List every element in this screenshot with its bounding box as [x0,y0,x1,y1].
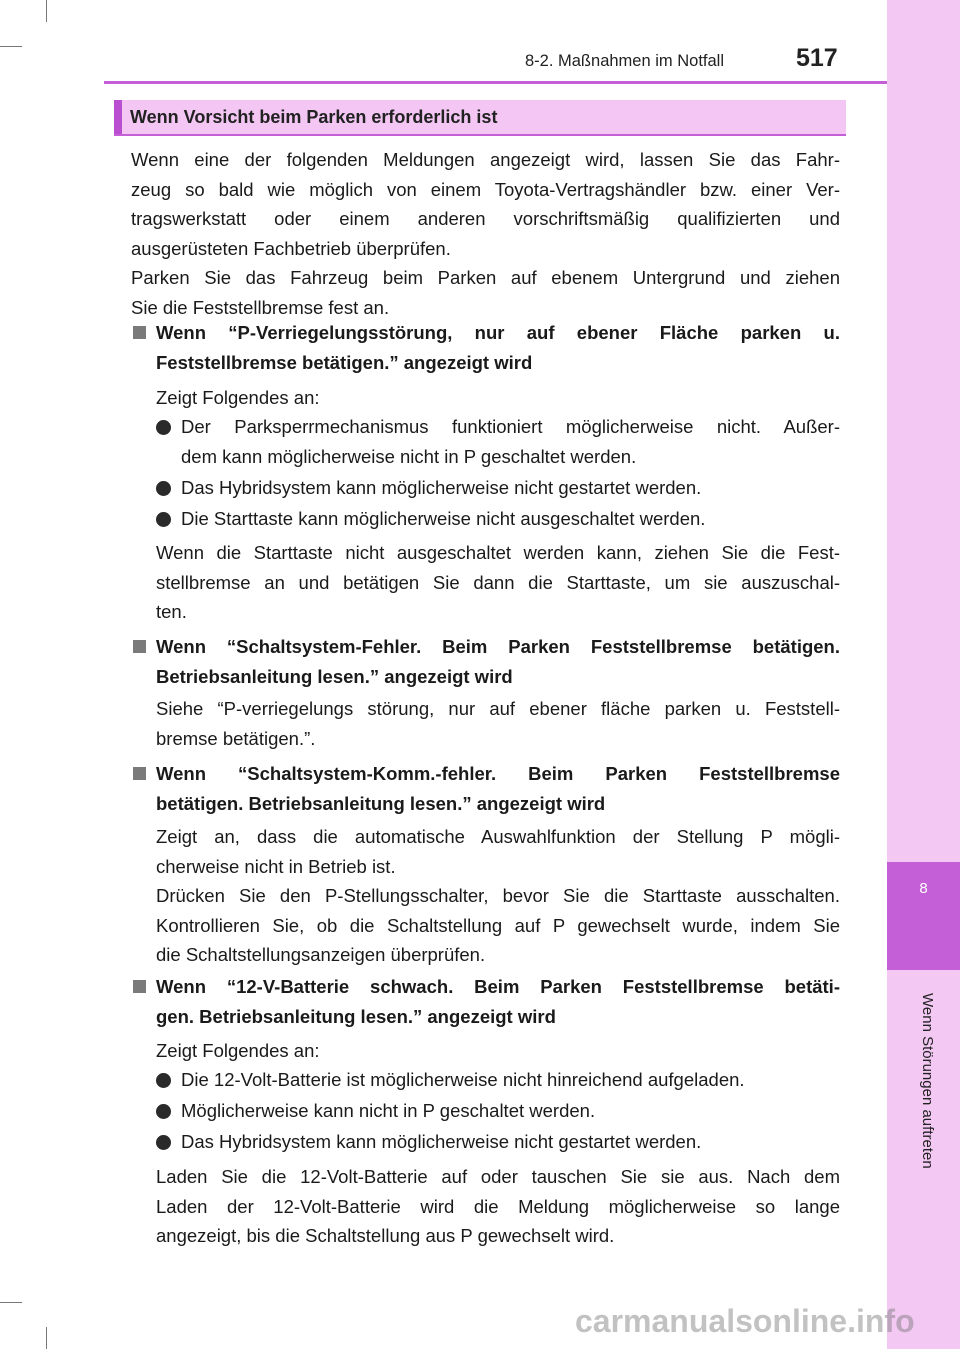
bullet-line: Der Parksperrmechanismus funktioniert möglicherweise nicht. Außer- [181,416,840,437]
note-line: stellbremse an und betätigen Sie dann die Starttaste, um sie auszuschal- [156,571,840,593]
intro-line: Sie die Feststellbremse fest an. [131,296,390,318]
text-line: Zeigt an, dass die automatische Auswahlfunktion der Stellung P mögli- [156,826,840,847]
bullet-text: Das Hybridsystem kann möglicherweise nicht gestartet werden. [181,477,702,498]
section-title: Wenn Vorsicht beim Parken erforderlich ist [130,107,498,127]
bullet-dot-icon [156,481,171,496]
intro-line: zeug so bald wie möglich von einem Toyota-Vertragshändler bzw. einer Ver- [131,178,840,200]
item-text [156,822,840,970]
heading-line: Wenn “Schaltsystem-Fehler. Beim Parken Feststellbremse betätigen. [156,636,840,657]
heading-line: Wenn “P-Verriegelungsstörung, nur auf ebener Fläche parken u. [156,322,840,343]
watermark-logo: carmanualsonline.info [575,1303,915,1339]
heading-line: Wenn “Schaltsystem-Komm.-fehler. Beim Parken Feststellbremse [156,763,840,784]
bullet-dot-icon [156,512,171,527]
heading-line: Wenn “12-V-Batterie schwach. Beim Parken Feststellbremse betäti- [156,976,840,997]
item-heading [156,759,840,818]
section-heading-accent [114,100,122,134]
intro-line: tragswerkstatt oder einem anderen vorschriftsmäßig qualifizierten und [131,208,840,229]
item-heading [156,632,840,691]
bullet-text: Die 12-Volt-Batterie ist möglicherweise nicht hinreichend aufgeladen. [181,1069,745,1090]
item-heading [156,972,840,1031]
crop-mark [0,46,22,47]
bullet-text: Das Hybridsystem kann möglicherweise nicht gestartet werden. [181,1131,702,1152]
square-bullet-icon [133,326,146,339]
chapter-number: 8 [919,880,928,897]
item-heading [156,318,840,377]
section-heading-box [114,100,846,136]
intro-line: Wenn eine der folgenden Meldungen angezeigt wird, lassen Sie das Fahr- [131,149,840,170]
heading-line: Betriebsanleitung lesen.” angezeigt wird [156,665,513,687]
note-line: Laden Sie die 12-Volt-Batterie auf oder tauschen Sie sie aus. Nach dem [156,1166,840,1187]
crop-mark [46,1327,47,1349]
crop-mark [46,0,47,22]
heading-line: betätigen. Betriebsanleitung lesen.” angezeigt wird [156,792,606,814]
header-section-title: 8-2. Maßnahmen im Notfall [525,52,724,70]
note-line: angezeigt, bis die Schaltstellung aus P gewechselt wird. [156,1225,615,1246]
item-note [156,538,840,627]
note-line: Laden der 12-Volt-Batterie wird die Meldung möglicherweise so lange [156,1195,840,1217]
note-line: ten. [156,601,187,622]
bullet-dot-icon [156,1135,171,1150]
text-line: die Schaltstellungsanzeigen überprüfen. [156,944,486,965]
intro-line: ausgerüsteten Fachbetrieb überprüfen. [131,237,451,259]
heading-line: gen. Betriebsanleitung lesen.” angezeigt wird [156,1005,556,1027]
text-line: Drücken Sie den P-Stellungsschalter, bevor Sie die Starttaste ausschalten. [156,885,840,906]
text-line: Siehe “P-verriegelungs störung, nur auf ebener fläche parken u. Feststell- [156,698,840,719]
item-text [156,694,840,753]
bullet-line: dem kann möglicherweise nicht in P geschaltet werden. [181,445,637,467]
item-note [156,1162,840,1251]
text-line: cherweise nicht in Betrieb ist. [156,855,396,877]
note-line: Wenn die Starttaste nicht ausgeschaltet werden kann, ziehen Sie die Fest- [156,542,840,563]
chapter-number-box [887,862,960,970]
chapter-label: Wenn Störungen auftreten [919,993,936,1169]
bullet-text [181,412,840,471]
text-line: bremse betätigen.”. [156,727,316,749]
text-line: Kontrollieren Sie, ob die Schaltstellung auf P gewechselt wurde, indem Sie [156,914,840,936]
bullet-text: Möglicherweise kann nicht in P geschaltet werden. [181,1100,596,1121]
page-number: 517 [796,44,838,72]
crop-mark [0,1302,22,1303]
bullet-dot-icon [156,1073,171,1088]
bullet-text: Die Starttaste kann möglicherweise nicht ausgeschaltet werden. [181,508,706,529]
intro-line: Parken Sie das Fahrzeug beim Parken auf ebenem Untergrund und ziehen [131,267,840,288]
square-bullet-icon [133,980,146,993]
bullet-dot-icon [156,420,171,435]
intro-paragraph [131,145,840,322]
item-intro: Zeigt Folgendes an: [156,387,320,408]
square-bullet-icon [133,640,146,653]
header-rule [104,81,887,84]
heading-line: Feststellbremse betätigen.” angezeigt wird [156,351,533,373]
square-bullet-icon [133,767,146,780]
item-intro: Zeigt Folgendes an: [156,1040,320,1061]
bullet-dot-icon [156,1104,171,1119]
